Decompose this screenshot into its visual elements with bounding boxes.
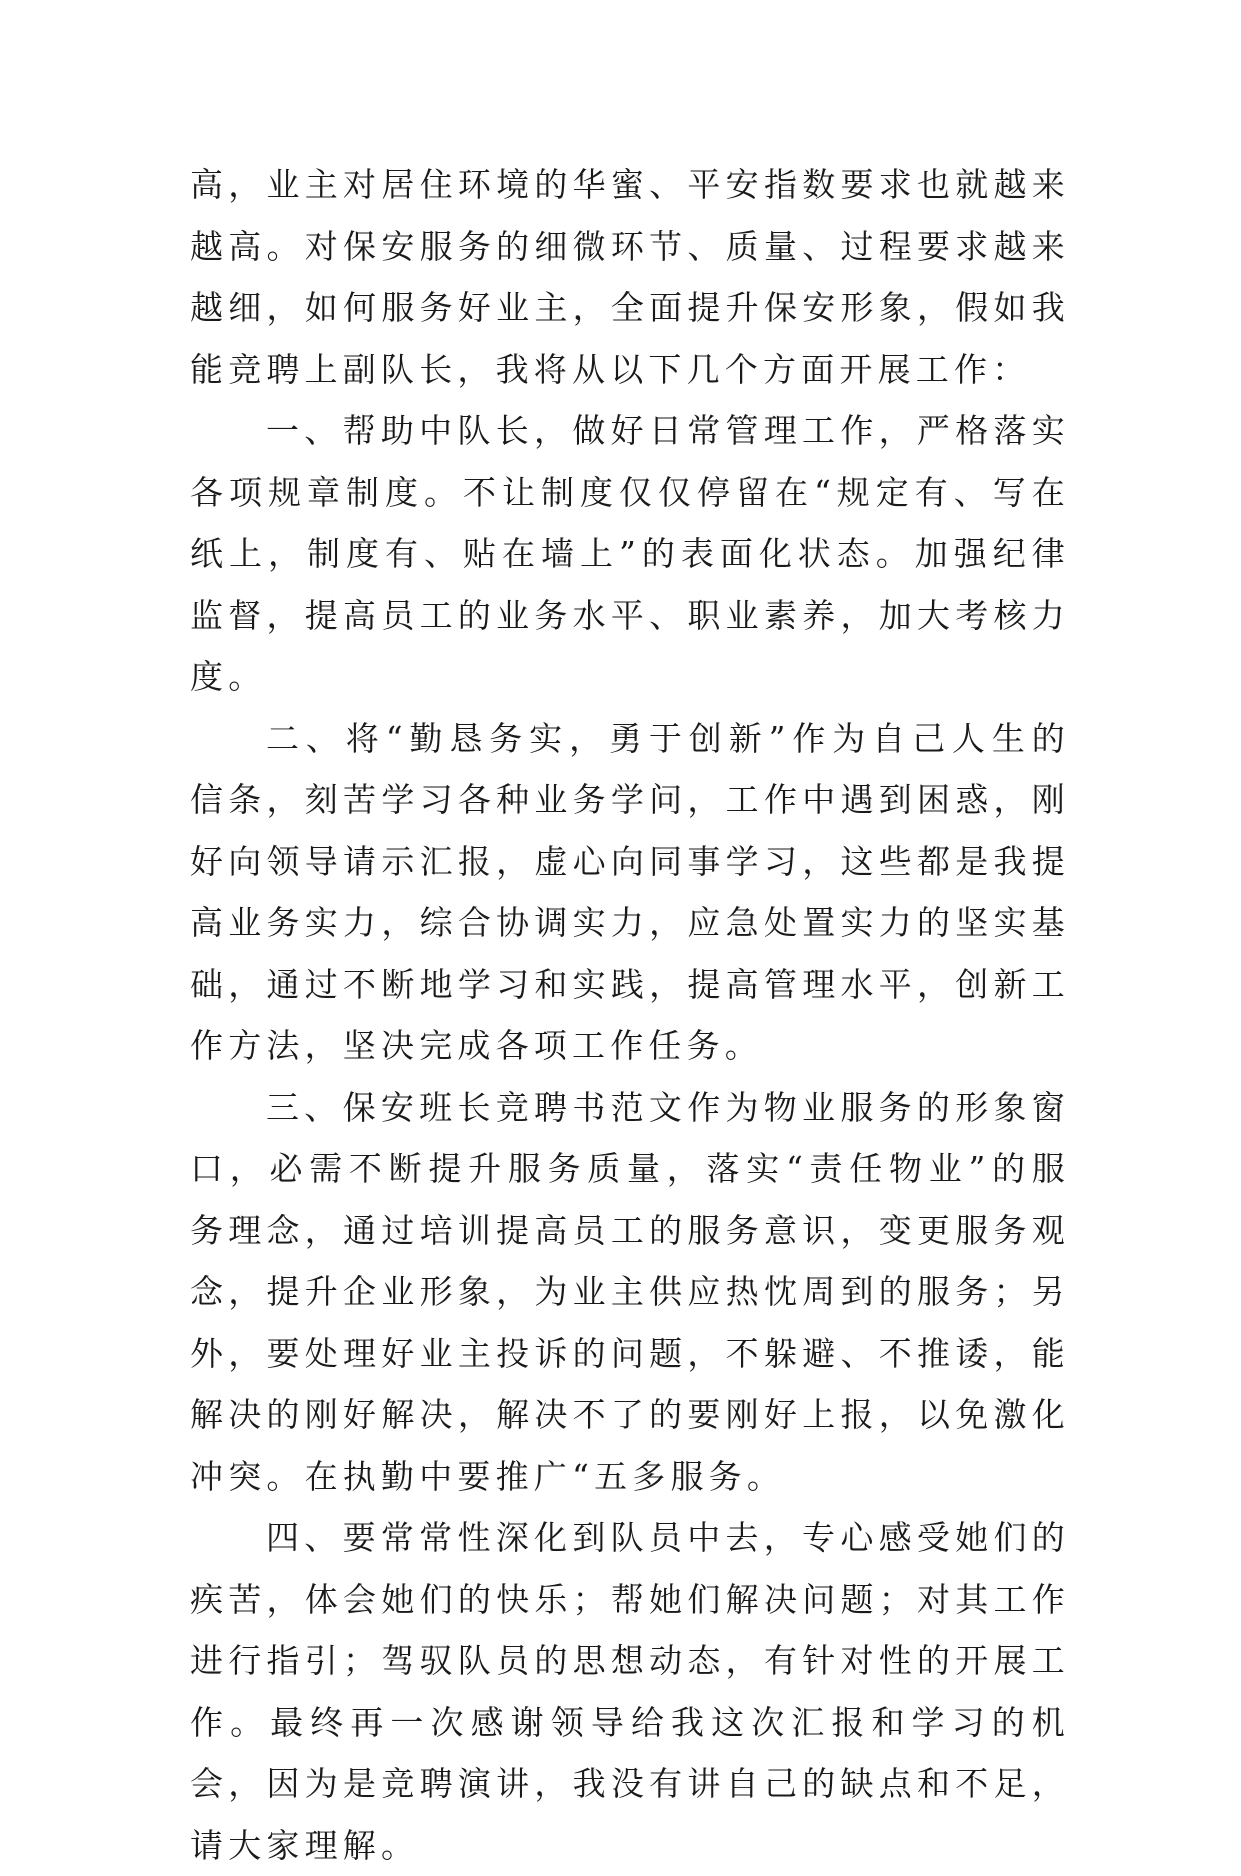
paragraph-intro: 高，业主对居住环境的华蜜、平安指数要求也就越来越高。对保安服务的细微环节、质量、过程要求越来越细，如何服务好业主，全面提升保安形象，假如我能竞聘上副队长，我将从以下几个方面开展工作： (190, 165, 1070, 389)
paragraph-point-three: 三、保安班长竞聘书范文作为物业服务的形象窗口，必需不断提升服务质量，落实“责任物业”的服务理念，通过培训提高员工的服务意识，变更服务观念，提升企业形象，为业主供应热忱周到的服务；另外，要处理好业主投诉的问题，不躲避、不推诿，能解决的刚好解决，解决不了的要刚好上报，以免激化冲突。在执勤中要推广“五多服务。 (190, 1087, 1070, 1496)
paragraph-point-one: 一、帮助中队长，做好日常管理工作，严格落实各项规章制度。不让制度仅仅停留在“规定有、写在纸上，制度有、贴在墙上”的表面化状态。加强纪律监督，提高员工的业务水平、职业素养，加大考核力度。 (190, 411, 1070, 696)
paragraph-point-two: 二、将“勤恳务实，勇于创新”作为自己人生的信条，刻苦学习各种业务学问，工作中遇到困惑，刚好向领导请示汇报，虚心向同事学习，这些都是我提高业务实力，综合协调实力，应急处置实力的坚实基础，通过不断地学习和实践，提高管理水平，创新工作方法，坚决完成各项工作任务。 (190, 718, 1070, 1065)
paragraph-point-four: 四、要常常性深化到队员中去，专心感受她们的疾苦，体会她们的快乐；帮她们解决问题；对其工作进行指引；驾驭队员的思想动态，有针对性的开展工作。最终再一次感谢领导给我这次汇报和学习的机会，因为是竞聘演讲，我没有讲自己的缺点和不足，请大家理解。 (190, 1518, 1070, 1865)
document-body (190, 154, 1070, 1876)
